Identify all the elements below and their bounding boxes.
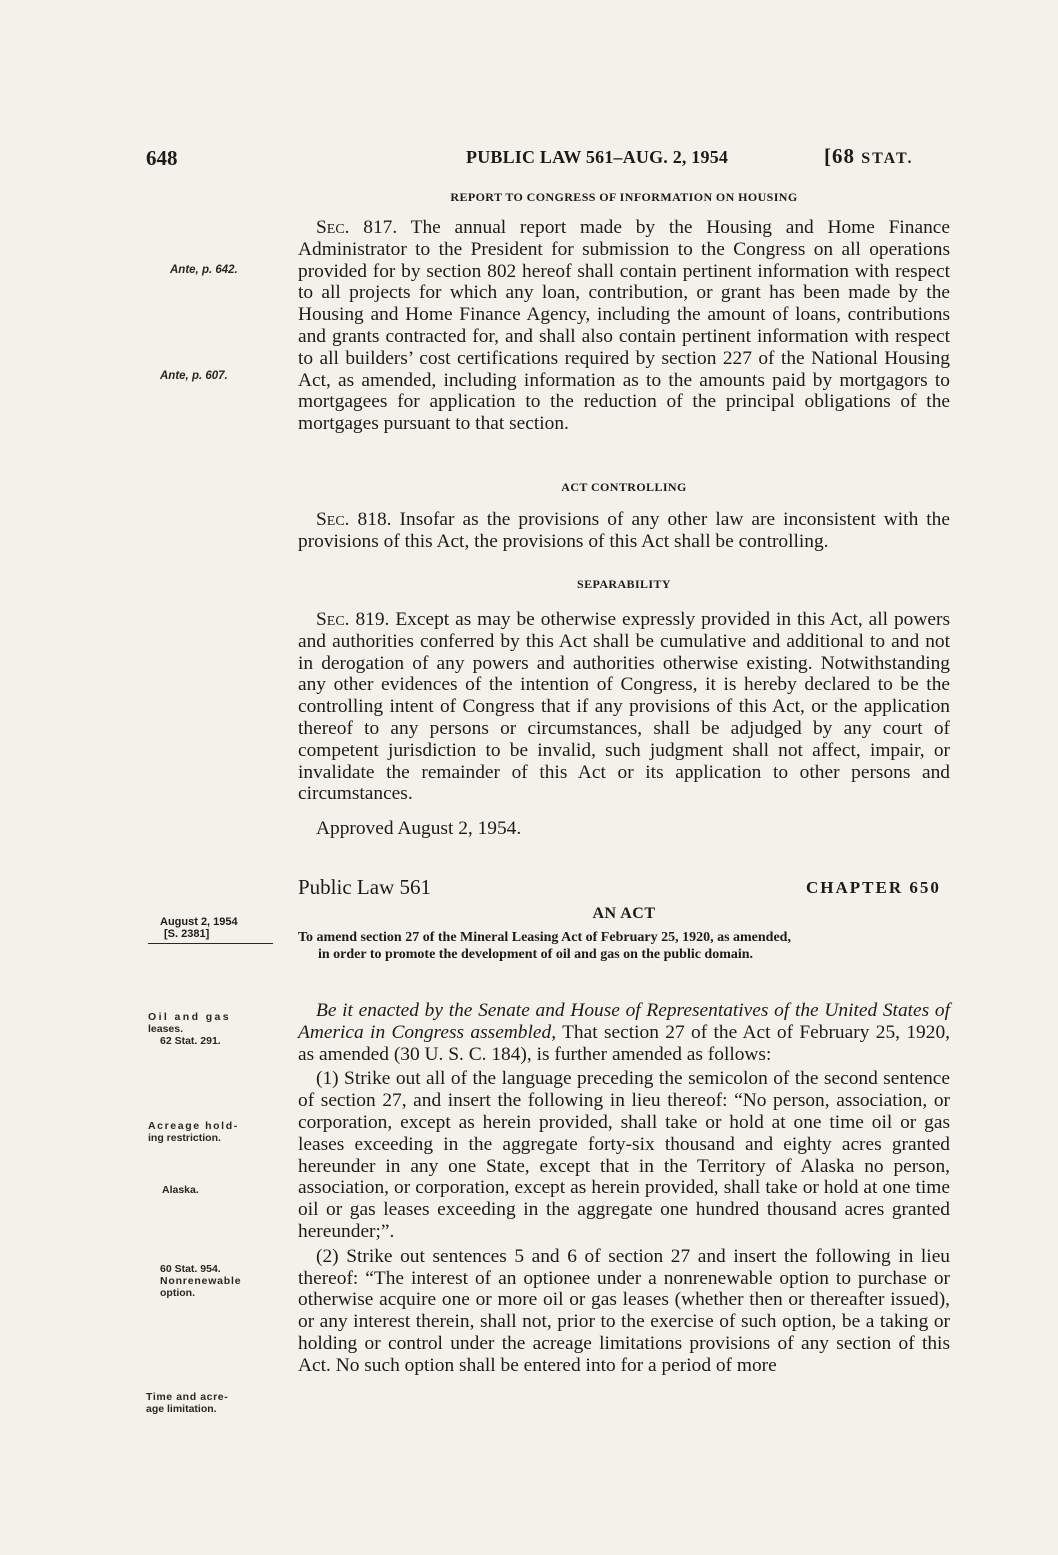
statute-volume: [68 (824, 144, 855, 168)
margin-note-ante-607: Ante, p. 607. (160, 370, 228, 382)
heading-separability: SEPARABILITY (577, 577, 671, 591)
margin-note-ante-642: Ante, p. 642. (170, 264, 238, 276)
act-body (298, 1000, 950, 1377)
public-law-label: Public Law 561 (298, 875, 431, 899)
heading-report-to-congress: REPORT TO CONGRESS OF INFORMATION ON HOUSING (450, 190, 798, 204)
enacting-clause (298, 1000, 950, 1065)
section-817-text: The annual report made by the Housing and Home Finance Administrator to the President for submission to the Congress on all operations provided for by section 802 hereof shall contain pertinent information with respect to all projects for which any loan, contribution, or grant has been made by the Housing and Home Finance Agency, including the amount of loans, contributions and grants contracted for, and shall also contain pertinent information with respect to all builders’ cost certifications required by section 227 of the National Housing Act, as amended, including information as to the amounts paid by mortgagors to mortgagees for application to the reduction of the principal obligations of the mortgages pursuant to that section. (298, 217, 950, 435)
approval-date: Approved August 2, 1954. (316, 818, 522, 839)
margin-note-date-line1: August 2, 1954 (160, 916, 238, 928)
section-818-label: Sec. 818. (316, 509, 392, 530)
section-817-label: Sec. 817. (316, 217, 398, 238)
act-purpose-line1: To amend section 27 of the Mineral Leasing Act of February 25, 1920, as amended, (298, 930, 791, 945)
margin-note-60-stat-954-line: 60 Stat. 954. (160, 1263, 221, 1275)
margin-note-oil-gas-line1: Oil and gas (148, 1011, 231, 1023)
statute-reference (824, 144, 913, 169)
amendment-item-1: (1) Strike out all of the language preceding the semicolon of the second sentence of section 27, and insert the following in lieu thereof: “No person, association, or corporation, except as herein provided, shall take or hold at one time oil or gas leases exceeding in the aggregate forty-six thousand and eighty acres granted hereunder in any one State, except that in the Territory of Alaska no person, association, or corporation, except as herein provided, shall take or hold at one time oil or gas leases exceeding in the aggregate one hundred thousand acres granted hereunder;”. (298, 1068, 950, 1242)
an-act-heading: AN ACT (592, 905, 656, 922)
running-title: PUBLIC LAW 561–AUG. 2, 1954 (466, 147, 729, 167)
margin-note-time-acreage (146, 1391, 228, 1415)
margin-note-alaska: Alaska. (162, 1184, 199, 1196)
section-818 (298, 509, 950, 553)
amendment-item-2: (2) Strike out sentences 5 and 6 of section 27 and insert the following in lieu thereof: “The interest of an optionee under a nonrenewable option to purchase or otherwise acquire one or more oil or gas leases (whether then or thereafter issued), or any interest therein, shall not, prior to the exercise of such option, be a taking or holding or control under the acreage limitations provisions of any section of this Act. No such option shall be entered into for a period of more (298, 1245, 950, 1376)
page-number: 648 (146, 146, 178, 170)
margin-note-bill-number: [S. 2381] (164, 928, 210, 940)
margin-note-60-stat-954 (160, 1263, 241, 1299)
section-818-text: Insofar as the provisions of any other law are inconsistent with the provisions of this Act, the provisions of this Act shall be controlling. (298, 509, 950, 552)
act-purpose (298, 929, 950, 963)
enacting-clause-text: That section 27 of the Act of February 25, 1920, as amended (30 U. S. C. 184), is further amended as follows: (298, 1021, 950, 1065)
act-purpose-line2: in order to promote the development of oil and gas on the public domain. (318, 947, 754, 962)
margin-note-time-line2: age limitation. (146, 1403, 217, 1415)
section-819-label: Sec. 819. (316, 609, 390, 630)
margin-note-date (148, 916, 273, 944)
section-819-text: Except as may be otherwise expressly provided in this Act, all powers and authorities conferred by this Act shall be cumulative and additional to and not in derogation of any powers and authorities otherwise existing. Notwithstanding any other evidences of the intention of Congress, it is hereby declared to be the controlling intent of Congress that if any provisions of this Act, or the application thereof to any persons or circumstances, shall be adjudged by any court of competent jurisdiction to be invalid, such judgment shall not affect, impair, or invalidate the remainder of this Act or its application to other persons and circumstances. (298, 609, 950, 805)
section-817 (298, 217, 950, 435)
margin-note-acreage-line2: ing restriction. (148, 1132, 221, 1144)
margin-note-acreage (148, 1120, 239, 1144)
margin-note-nonrenewable-line1: Nonrenewable (160, 1275, 242, 1287)
heading-act-controlling: ACT CONTROLLING (561, 480, 687, 494)
margin-note-oil-gas-leases (148, 1011, 231, 1035)
margin-note-oil-gas-line2: leases. (148, 1023, 184, 1035)
margin-note-nonrenewable-line2: option. (160, 1287, 195, 1299)
margin-note-62-stat-291: 62 Stat. 291. (160, 1035, 221, 1047)
margin-note-acreage-line1: Acreage hold- (148, 1120, 239, 1132)
statute-word: STAT. (861, 150, 914, 167)
section-819 (298, 609, 950, 805)
chapter-label: CHAPTER 650 (806, 878, 941, 897)
margin-note-time-line1: Time and acre- (146, 1391, 229, 1403)
enacting-clause-italic: Be it enacted by the Senate and House of Representatives of the United States of America in Congress assembled, (298, 1000, 950, 1043)
